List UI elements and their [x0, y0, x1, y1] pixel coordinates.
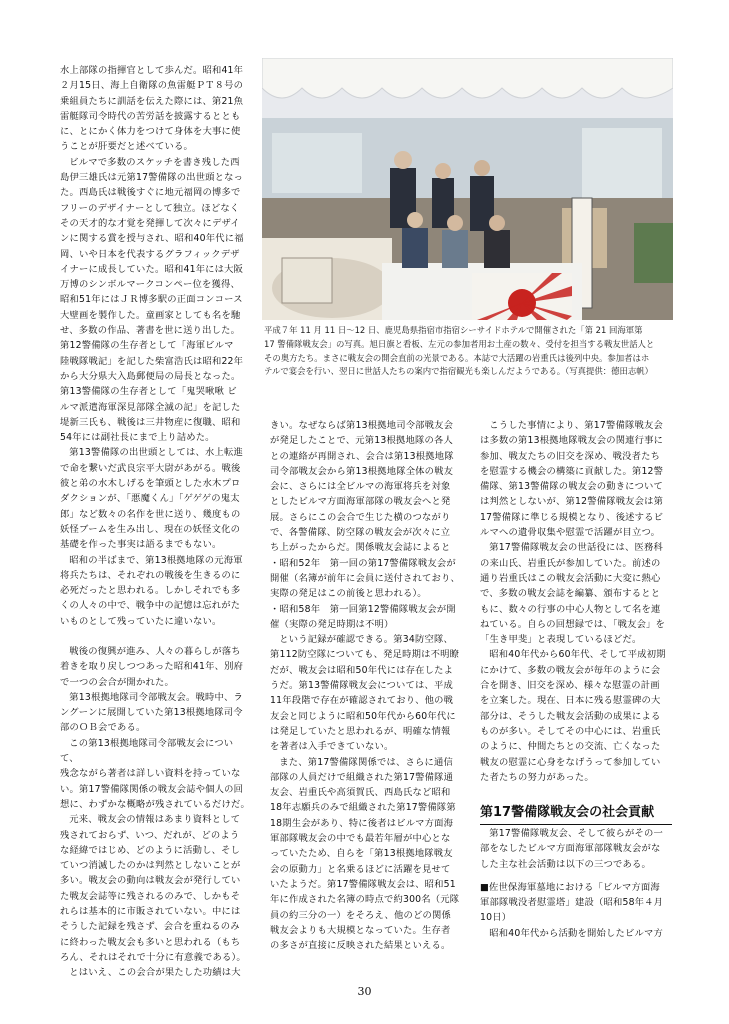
paragraph: 第13警備隊の出世頭としては、水上転進 で命を繋いだ武良宗平大尉があがる。戦後 彼と弟の水木しげるを筆頭とした水木プロ ダクションが、「悪魔くん」「ゲゲゲの鬼太 郎」など数々の名作を世に送り、幾度もの 妖怪ブームを生み出し、現在の妖怪文化の 基礎を作った事実は語るまでもない。 — [60, 447, 243, 551]
paragraph: 第12警備隊の生存者として「海軍ビルマ 陸戦隊戦記」を記した柴富浩氏は昭和22年 から大分県大入島郵便局の局長となった。 第13警備隊の生存者として「鬼哭啾啾 ビ ルマ派遣海軍深見部隊全滅の記」を記した 堤新三氏も、戦後は三井物産に復職、昭和 54年には副社長にまで上り詰めた。 — [60, 340, 244, 444]
paragraph: 第17警備隊戦友会、そして彼らがその一 部をなしたビルマ方面海軍部隊戦友会がな した主な社会活動は以下の三つである。 — [480, 828, 663, 870]
list-item: ■佐世保海軍墓地における「ビルマ方面海 軍部隊戦没者慰霊塔」建設（昭和58年４月 10日） — [480, 881, 664, 924]
paragraph: 昭和40年代から60年代、そして平成初期 にかけて、多数の戦友会が毎年のように会 合を開き、旧交を深め、様々な慰霊の計画 を立案した。現在、日本に残る慰霊碑の大 部分は、そうした戦友会活動の成果による ものが多い。そしてその中心には、岩重氏 のように、仲間たちとの交流、亡くなった 戦友の慰霊に心身をなげうって参加してい た者たちの努力があった。 — [480, 649, 666, 783]
paragraph: 第17警備隊戦友会の世話役には、医務科 の来山氏、岩重氏が参加していた。前述の 通り岩重氏はこの戦友会活動に大変に熱心 で、多数の戦友会誌を編纂、頒布するとと もに、数々の行事の中心人物として名を連 ねている。自らの回想録では、「戦友会」を 「生き甲斐」と表現しているほどだ。 — [480, 542, 666, 646]
reunion-photo — [262, 58, 673, 320]
paragraph: 戦後の復興が進み、人々の暮らしが落ち 着きを取り戻しつつあった昭和41年、別府 で一つの会合が開かれた。 — [60, 645, 244, 688]
paragraph: という記録が確認できる。第34防空隊、 第112防空隊についても、発足時期は不明瞭 だが、戦友会は昭和50年代には存在したよ うだ。第13警備隊戦友会については、平成 11年段階で存在が確認されており、他の戦 友会と同じように昭和50年代から60年代に は発足していたと思われるが、明確な情報 を著者は入手できていない。 — [270, 634, 460, 753]
paragraph: 昭和の半ばまで、第13根拠地隊の元海軍 将兵たちは、それぞれの戦後を生きるのに 必死だったと思われる。しかしそれでも多 くの人々の中で、戦争中の記憶は忘れがた いものとして残っていたに違いない。 — [60, 554, 243, 627]
page-number: 30 — [357, 985, 372, 998]
paragraph: きい。なぜならば第13根拠地司令部戦友会 が発足したことで、元第13根拠地隊の各人 との連絡が再開され、会合は第13根拠地隊 司令部戦友会から第13根拠地隊全体の戦友 会に、さらには全ビルマの海軍将兵を対象 としたビルマ方面海軍部隊の戦友会へと発 展。さらにこの会合で生じた横のつながり で、各警備隊、防空隊の戦友会が次々に立 ち上がったからだ。関係戦友会誌によると — [270, 420, 454, 554]
column-2 — [270, 418, 460, 953]
paragraph: また、第17警備隊関係では、さらに通信 部隊の人員だけで組織された第17警備隊通 友会、岩重氏や高須賀氏、西島氏など昭和 18年志願兵のみで組織された第17警備隊第 18期生会があり、特に後者はビルマ方面海 軍部隊戦友会の中でも最若年層が中心とな っていたため、自らを「第13根拠地隊戦友 会の原動力」と名乗るほどに活躍を見せて いたようだ。第17警備隊戦友会は、昭和51 年に作成された名簿の時点で約300名（元隊 員の約三分の一）をそろえ、他のどの関係 戦友会よりも大規模となっていた。生存者 の多さが直接に反映された結果といえる。 — [270, 756, 460, 952]
paragraph: この第13根拠地隊司令部戦友会について、 残念ながら著者は詳しい資料を持っていな い。第17警備隊関係の戦友会誌や個人の回 想に、わずかな概略が残されているだけだ。 — [60, 737, 250, 810]
paragraph: 第13根拠地隊司令部戦友会。戦時中、ラ ングーンに展開していた第13根拠地隊司令 部のＯＢ会である。 — [60, 691, 243, 734]
paragraph: 昭和40年代から活動を開始したビルマ方 — [489, 927, 663, 939]
paragraph: ビルマで多数のスケッチを書き残した西 島伊三雄氏は元第17警備隊の出世頭となっ た。西島氏は戦後すぐに地元福岡の博多で フリーのデザイナーとして独立。ほどなく その天才的な才覚を発揮して次々にデザイ ンに関する賞を授与され、昭和40年代に福 岡、いや日本を代表するグラフィックデザ イナーに成長していた。昭和41年には大阪 万博のシンボルマークコンペー位を獲得、 昭和51年にはＪＲ博多駅の正面コンコース 大壁画を製作した。童画家としても名を馳 せ、多数の作品、著書を世に送り出した。 — [60, 156, 244, 337]
paragraph: 水上部隊の指揮官として歩んだ。昭和41年 ２月15日、海上自衛隊の魚雷艇ＰＴ８号の 乗組員たちに訓話を伝えた際には、第21魚 雷艇隊司令時代の苦労話を披露するととも に、とにかく体力をつけて身体を大事に使 うことが肝要だと述べている。 — [60, 65, 244, 153]
section-heading: 第17警備隊戦友会の社会貢献 — [480, 801, 672, 825]
paragraph: とはいえ、この会合が果たした功績は大 — [69, 967, 241, 979]
photo-caption: 平成７年 11 月 11 日～12 日、鹿児島県指宿市指宿シーサイドホテルで開催された「第 21 回海軍第 17 警備隊戦友会」の写真。旭日旗と看板、左元の参加者用お土産の数々、受付を担当する戦友世話人と その奥方たち。まさに戦友会の開会直前の光景である。本誌で大活躍の岩重氏は後列中央。参加者はホ テルで宴会を行い、翌日に世話人たちの案内で指宿観光も楽しんだようである。（写真提供：德田志帆） — [264, 325, 655, 377]
paragraph: こうした事情により、第17警備隊戦友会 は多数の第13根拠地隊戦友会の関連行事に 参加、戦友たちの旧交を深め、戦没者たち を慰霊する機会の構築に貢献した。第12警 備隊、第13警備隊の戦友会の動きについて は判然としないが、第12警備隊戦友会は第 17警備隊に準じる規模となり、後述するビ ルマへの遺骨収集や慰霊で活躍が目立つ。 — [480, 420, 664, 539]
column-3 — [480, 418, 672, 785]
paragraph: 元来、戦友会の情報はあまり資料として 残されておらず、いつ、だれが、どのよう な経緯ではじめ、どのように活動し、そし ていつ消滅したのかは判然としないことが 多い。戦友会の動向は戦友会が発行してい た戦友会誌等に残されるのみで、しかもそ れらは基本的に市販されていない。中には そうした記録を残さず、会合を重ねるのみ に終わった戦友会も多いと思われる（もち ろん、それはそれで十分に有意義である）。 — [60, 814, 246, 963]
column-3-continued — [480, 826, 672, 941]
photo-illustration — [262, 58, 673, 320]
list-item: ・昭和52年 第一回の第17警備隊戦友会が 開催（名簿が前年に会員に送付されており、 実際の発足はこの前後と思われる）。 — [270, 557, 460, 600]
list-item: ・昭和58年 第一回第12警備隊戦友会が開 催（実際の発足時期は不明） — [270, 603, 456, 630]
column-1 — [60, 63, 250, 981]
